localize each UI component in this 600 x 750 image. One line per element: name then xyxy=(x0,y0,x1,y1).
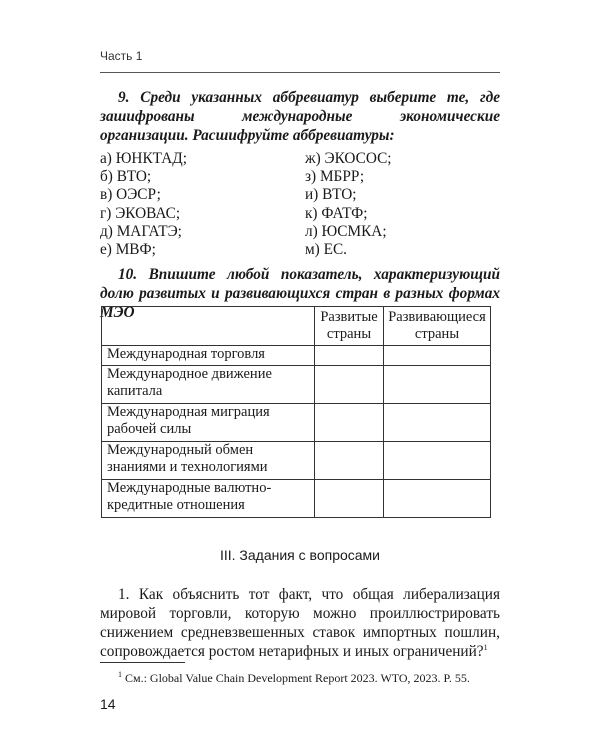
task-10-text: Впишите любой показатель, характеризующий долю развитых и развивающихся стран в разных формах МЭО xyxy=(100,266,500,321)
answer-cell[interactable] xyxy=(315,442,384,480)
table-row-label: Международная миграция рабочей силы xyxy=(102,404,315,442)
running-header: Часть 1 xyxy=(100,49,143,63)
table-row-label: Международные валютно-кредитные отношения xyxy=(102,480,315,518)
table-header-cell xyxy=(102,307,315,346)
table-header-developing: Развивающиеся страны xyxy=(384,307,491,346)
answer-cell[interactable] xyxy=(315,366,384,404)
table-row xyxy=(102,366,491,404)
table-row xyxy=(102,480,491,518)
answer-cell[interactable] xyxy=(384,366,491,404)
question-1 xyxy=(100,585,500,661)
abbreviation-column-left xyxy=(100,150,187,259)
answer-cell[interactable] xyxy=(384,404,491,442)
table-row-label: Международное движение капитала xyxy=(102,366,315,404)
table-row-label: Международный обмен знаниями и технологиями xyxy=(102,442,315,480)
abbreviation-item: з) МБРР; xyxy=(305,168,365,186)
abbreviation-item: ж) ЭКОСОС; xyxy=(305,150,392,167)
page-number: 14 xyxy=(100,696,116,712)
abbreviation-item: г) ЭКОВАС; xyxy=(100,204,181,222)
abbreviation-item: л) ЮСМКА; xyxy=(305,222,387,240)
abbreviation-item: д) МАГАТЭ; xyxy=(100,222,182,240)
abbreviation-item: в) ОЭСР; xyxy=(100,186,161,204)
footnote-divider xyxy=(100,662,185,663)
abbreviation-item: е) МВФ; xyxy=(100,241,156,259)
abbreviation-item: и) ВТО; xyxy=(305,186,357,204)
abbreviation-item: б) ВТО; xyxy=(100,168,152,186)
footnote-text: См.: Global Value Chain Development Report 2023. WTO, 2023. P. 55. xyxy=(125,671,470,685)
section-title: III. Задания с вопросами xyxy=(219,547,380,563)
answer-cell[interactable] xyxy=(315,346,384,366)
table-header-row xyxy=(102,307,491,346)
meo-forms-table xyxy=(101,306,491,518)
footnote-reference[interactable]: 1 xyxy=(483,642,488,652)
answer-cell[interactable] xyxy=(384,442,491,480)
abbreviation-item: к) ФАТФ; xyxy=(305,204,368,222)
question-1-text: Как объяснить тот факт, что общая либерализация мировой торговли, которую можно проиллюстрировать снижением средневзвешенных ставок импортных пошлин, сопровождается ростом нетарифных и иных ограничений? xyxy=(100,586,501,660)
table-row xyxy=(102,442,491,480)
table-row xyxy=(102,346,491,366)
table-row xyxy=(102,404,491,442)
abbreviation-item: м) ЕС. xyxy=(305,241,347,259)
table-header-developed: Развитые страны xyxy=(315,307,384,346)
answer-cell[interactable] xyxy=(384,480,491,518)
task-9-text: Среди указанных аббревиатур выберите те, где зашифрованы международные экономические организации. Расшифруйте аббревиатуры: xyxy=(100,89,500,144)
abbreviation-column-right xyxy=(305,150,392,259)
answer-cell[interactable] xyxy=(315,480,384,518)
table-row-label: Международная торговля xyxy=(102,346,315,366)
answer-cell[interactable] xyxy=(384,346,491,366)
task-10-number: 10. xyxy=(118,266,138,283)
task-9 xyxy=(100,88,500,145)
task-9-number: 9. xyxy=(118,89,130,106)
footnote-mark: 1 xyxy=(118,670,122,679)
footnote xyxy=(118,671,500,686)
answer-cell[interactable] xyxy=(315,404,384,442)
header-divider xyxy=(100,72,500,73)
abbreviation-item: а) ЮНКТАД; xyxy=(100,150,187,167)
question-1-number: 1. xyxy=(118,586,130,603)
